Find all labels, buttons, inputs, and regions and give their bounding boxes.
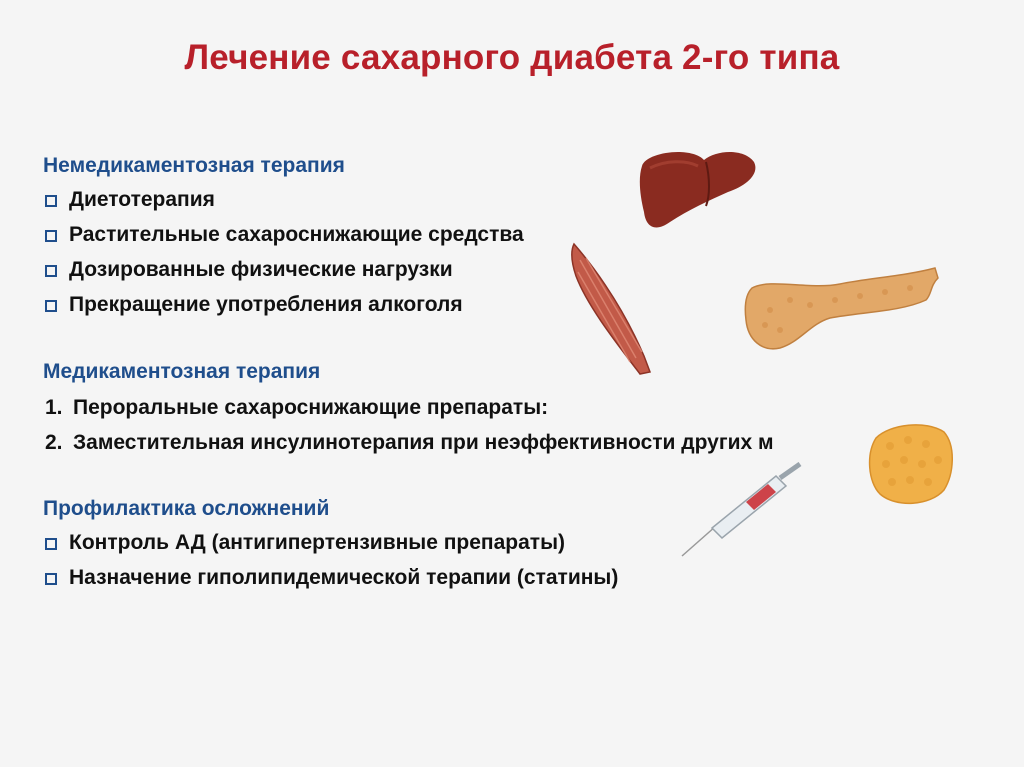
liver-icon (636, 148, 761, 233)
list-item: Назначение гиполипидемической терапии (статины) (45, 566, 618, 590)
checkbox-icon (45, 538, 57, 550)
pancreas-icon (740, 260, 945, 352)
section-heading-prevention: Профилактика осложнений (43, 497, 330, 520)
list-item: Растительные сахароснижающие средства (45, 223, 524, 247)
checkbox-icon (45, 300, 57, 312)
list-item: Диетотерапия (45, 188, 215, 212)
syringe-icon (676, 462, 806, 562)
adipose-tissue-icon (866, 420, 956, 506)
list-item: 2. Заместительная инсулинотерапия при неэффективности других м (45, 431, 774, 454)
list-item: Дозированные физические нагрузки (45, 258, 453, 282)
list-item: 1. Пероральные сахароснижающие препараты: (45, 396, 549, 419)
checkbox-icon (45, 265, 57, 277)
checkbox-icon (45, 230, 57, 242)
checkbox-icon (45, 573, 57, 585)
list-item: Прекращение употребления алкоголя (45, 293, 463, 317)
list-item: Контроль АД (антигипертензивные препараты) (45, 531, 565, 555)
section-heading-nonpharm: Немедикаментозная терапия (43, 154, 345, 177)
muscle-icon (566, 240, 656, 378)
slide-title: Лечение сахарного диабета 2-го типа (184, 38, 840, 77)
section-heading-pharm: Медикаментозная терапия (43, 360, 321, 383)
checkbox-icon (45, 195, 57, 207)
